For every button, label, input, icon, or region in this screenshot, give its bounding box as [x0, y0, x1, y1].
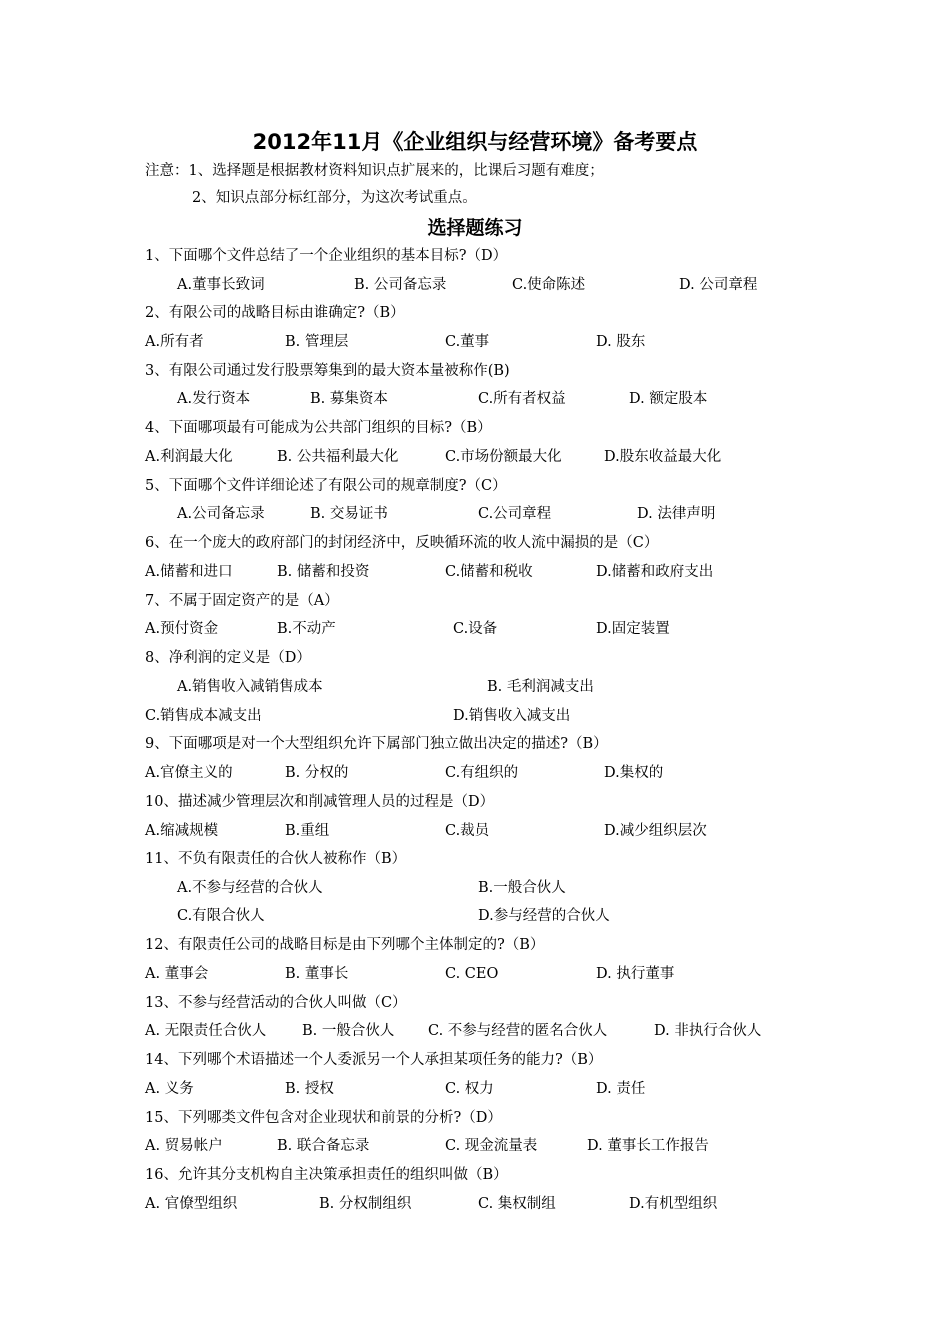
- document-title: 2012年11月《企业组织与经营环境》备考要点: [252, 130, 698, 154]
- question-16-option-b: B. 分权制组织: [319, 1196, 412, 1212]
- question-13-option-c: C. 不参与经营的匿名合伙人: [428, 1023, 608, 1039]
- question-2-option-c: C.董事: [445, 334, 490, 350]
- question-8: 8、净利润的定义是（D）: [145, 650, 311, 666]
- question-7-option-a: A.预付资金: [145, 621, 219, 637]
- question-8-option-a: A.销售收入减销售成本: [177, 679, 323, 695]
- question-9-option-d: D.集权的: [604, 765, 664, 781]
- question-16-option-c: C. 集权制组: [478, 1196, 556, 1212]
- question-4-option-c: C.市场份额最大化: [445, 449, 562, 465]
- question-15-option-b: B. 联合备忘录: [277, 1138, 370, 1154]
- question-14: 14、下列哪个术语描述一个人委派另一个人承担某项任务的能力?（B）: [145, 1052, 603, 1068]
- question-12-option-b: B. 董事长: [285, 966, 349, 982]
- question-9-option-b: B. 分权的: [285, 765, 349, 781]
- question-8-option-c: C.销售成本减支出: [145, 708, 262, 724]
- question-13-option-d: D. 非执行合伙人: [654, 1023, 762, 1039]
- question-4-option-a: A.利润最大化: [145, 449, 233, 465]
- question-2-option-a: A.所有者: [145, 334, 204, 350]
- question-11-option-a: A.不参与经营的合伙人: [177, 880, 323, 896]
- question-7: 7、不属于固定资产的是（A）: [145, 593, 339, 609]
- question-1: 1、下面哪个文件总结了一个企业组织的基本目标?（D）: [145, 248, 508, 264]
- question-1-option-b: B. 公司备忘录: [354, 277, 447, 293]
- question-11-option-b: B.一般合伙人: [478, 880, 566, 896]
- question-13: 13、不参与经营活动的合伙人叫做（C）: [145, 995, 407, 1011]
- question-16-option-d: D.有机型组织: [629, 1196, 718, 1212]
- question-3: 3、有限公司通过发行股票筹集到的最大资本量被称作(B): [145, 363, 510, 379]
- question-1-option-a: A.董事长致词: [177, 277, 265, 293]
- question-12: 12、有限责任公司的战略目标是由下列哪个主体制定的?（B）: [145, 937, 545, 953]
- question-13-option-b: B. 一般合伙人: [302, 1023, 395, 1039]
- question-5-option-a: A.公司备忘录: [177, 506, 265, 522]
- question-9-option-a: A.官僚主义的: [145, 765, 233, 781]
- question-10: 10、描述减少管理层次和削减管理人员的过程是（D）: [145, 794, 495, 810]
- question-4-option-b: B. 公共福利最大化: [277, 449, 399, 465]
- question-6-option-a: A.储蓄和进口: [145, 564, 233, 580]
- question-7-option-c: C.设备: [453, 621, 498, 637]
- question-3-option-c: C.所有者权益: [478, 391, 566, 407]
- question-2-option-d: D. 股东: [596, 334, 646, 350]
- question-16: 16、允许其分支机构自主决策承担责任的组织叫做（B）: [145, 1167, 508, 1183]
- question-3-option-d: D. 额定股本: [629, 391, 708, 407]
- question-12-option-c: C. CEO: [445, 966, 499, 982]
- question-7-option-b: B.不动产: [277, 621, 336, 637]
- question-6: 6、在一个庞大的政府部门的封闭经济中，反映循环流的收人流中漏损的是（C）: [145, 535, 659, 551]
- question-2: 2、有限公司的战略目标由谁确定?（B）: [145, 305, 405, 321]
- question-9: 9、下面哪项是对一个大型组织允许下属部门独立做出决定的描述?（B）: [145, 736, 608, 752]
- note-line-2: 2、知识点部分标红部分，为这次考试重点。: [192, 190, 477, 206]
- question-5: 5、下面哪个文件详细论述了有限公司的规章制度?（C）: [145, 478, 507, 494]
- question-9-option-c: C.有组织的: [445, 765, 519, 781]
- question-8-option-d: D.销售收入减支出: [453, 708, 571, 724]
- question-15: 15、下列哪类文件包含对企业现状和前景的分析?（D）: [145, 1110, 502, 1126]
- question-14-option-d: D. 责任: [596, 1081, 646, 1097]
- question-10-option-d: D.减少组织层次: [604, 823, 707, 839]
- question-5-option-c: C.公司章程: [478, 506, 552, 522]
- question-13-option-a: A. 无限责任合伙人: [145, 1023, 267, 1039]
- question-11-option-d: D.参与经营的合伙人: [478, 908, 610, 924]
- question-11-option-c: C.有限合伙人: [177, 908, 265, 924]
- question-4: 4、下面哪项最有可能成为公共部门组织的目标?（B）: [145, 420, 492, 436]
- question-6-option-b: B. 储蓄和投资: [277, 564, 370, 580]
- question-14-option-a: A. 义务: [145, 1081, 194, 1097]
- question-16-option-a: A. 官僚型组织: [145, 1196, 238, 1212]
- section-title: 选择题练习: [427, 217, 523, 239]
- question-4-option-d: D.股东收益最大化: [604, 449, 722, 465]
- question-11: 11、不负有限责任的合伙人被称作（B）: [145, 851, 407, 867]
- question-14-option-b: B. 授权: [285, 1081, 334, 1097]
- question-10-option-b: B.重组: [285, 823, 330, 839]
- question-6-option-d: D.储蓄和政府支出: [596, 564, 714, 580]
- note-line-1: 注意：1、选择题是根据教材资料知识点扩展来的，比课后习题有难度；: [145, 163, 604, 179]
- question-14-option-c: C. 权力: [445, 1081, 494, 1097]
- question-15-option-d: D. 董事长工作报告: [587, 1138, 709, 1154]
- question-5-option-d: D. 法律声明: [637, 506, 716, 522]
- question-3-option-b: B. 募集资本: [310, 391, 388, 407]
- question-8-option-b: B. 毛利润减支出: [487, 679, 594, 695]
- question-5-option-b: B. 交易证书: [310, 506, 388, 522]
- question-12-option-a: A. 董事会: [145, 966, 209, 982]
- question-2-option-b: B. 管理层: [285, 334, 349, 350]
- question-6-option-c: C.储蓄和税收: [445, 564, 533, 580]
- question-15-option-c: C. 现金流量表: [445, 1138, 538, 1154]
- question-10-option-a: A.缩减规模: [145, 823, 219, 839]
- question-3-option-a: A.发行资本: [177, 391, 251, 407]
- question-1-option-d: D. 公司章程: [679, 277, 758, 293]
- question-15-option-a: A. 贸易帐户: [145, 1138, 223, 1154]
- question-1-option-c: C.使命陈述: [512, 277, 586, 293]
- question-7-option-d: D.固定装置: [596, 621, 670, 637]
- question-10-option-c: C.裁员: [445, 823, 490, 839]
- question-12-option-d: D. 执行董事: [596, 966, 675, 982]
